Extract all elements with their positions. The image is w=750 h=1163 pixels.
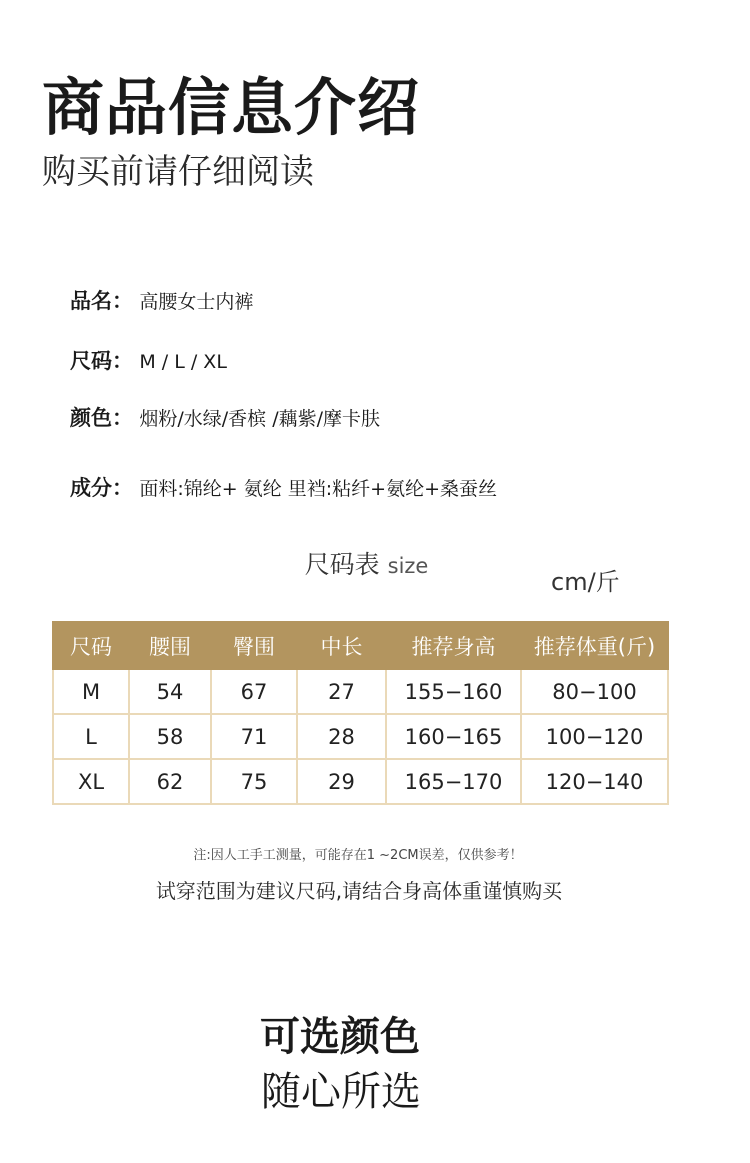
color-label: 颜色： <box>70 406 133 430</box>
table-cell: 62 <box>129 759 211 804</box>
table-cell: 165−170 <box>386 759 521 804</box>
table-cell: 100−120 <box>521 714 668 759</box>
page-subtitle: 购买前请仔细阅读 <box>42 152 314 192</box>
table-header-row <box>53 622 668 669</box>
size-chart-title-cn: 尺码表 <box>304 550 380 579</box>
table-cell: 71 <box>211 714 297 759</box>
info-row-size <box>70 347 227 376</box>
info-row-material <box>70 474 497 503</box>
table-cell: L <box>53 714 129 759</box>
size-chart-title-en: size <box>387 554 429 578</box>
header-size: 尺码 <box>53 622 129 669</box>
header-hip: 臀围 <box>211 622 297 669</box>
table-cell: 80−100 <box>521 669 668 714</box>
table-row <box>53 759 668 804</box>
page-title: 商品信息介绍 <box>42 71 421 144</box>
size-value: M / L / XL <box>139 351 227 373</box>
size-label: 尺码： <box>70 349 133 373</box>
table-cell: 160−165 <box>386 714 521 759</box>
table-cell: 27 <box>297 669 386 714</box>
table-cell: 120−140 <box>521 759 668 804</box>
material-value: 面料:锦纶+ 氨纶 里裆:粘纤+氨纶+桑蚕丝 <box>139 478 498 500</box>
size-table <box>52 621 669 805</box>
info-row-product-name <box>70 287 253 316</box>
material-label: 成分： <box>70 476 133 500</box>
table-cell: M <box>53 669 129 714</box>
colors-subtitle: 随心所选 <box>261 1069 421 1115</box>
size-advice: 试穿范围为建议尺码,请结合身高体重谨慎购买 <box>155 879 563 903</box>
measurement-note: 注:因人工手工测量，可能存在1 ~2CM误差，仅供参考！ <box>193 848 523 863</box>
product-name-value: 高腰女士内裤 <box>139 291 254 313</box>
info-row-color <box>70 404 380 433</box>
size-chart-title <box>0 548 733 583</box>
table-row <box>53 669 668 714</box>
table-cell: XL <box>53 759 129 804</box>
table-cell: 28 <box>297 714 386 759</box>
header-weight: 推荐体重(斤) <box>521 622 668 669</box>
product-name-label: 品名： <box>70 289 133 313</box>
table-cell: 29 <box>297 759 386 804</box>
table-cell: 58 <box>129 714 211 759</box>
table-cell: 75 <box>211 759 297 804</box>
table-cell: 67 <box>211 669 297 714</box>
header-waist: 腰围 <box>129 622 211 669</box>
table-row <box>53 714 668 759</box>
unit-label: cm/斤 <box>551 568 620 596</box>
colors-title: 可选颜色 <box>260 1014 420 1060</box>
table-cell: 155−160 <box>386 669 521 714</box>
header-height: 推荐身高 <box>386 622 521 669</box>
header-length: 中长 <box>297 622 386 669</box>
color-value: 烟粉/水绿/香槟 /藕紫/摩卡肤 <box>139 408 381 430</box>
table-cell: 54 <box>129 669 211 714</box>
